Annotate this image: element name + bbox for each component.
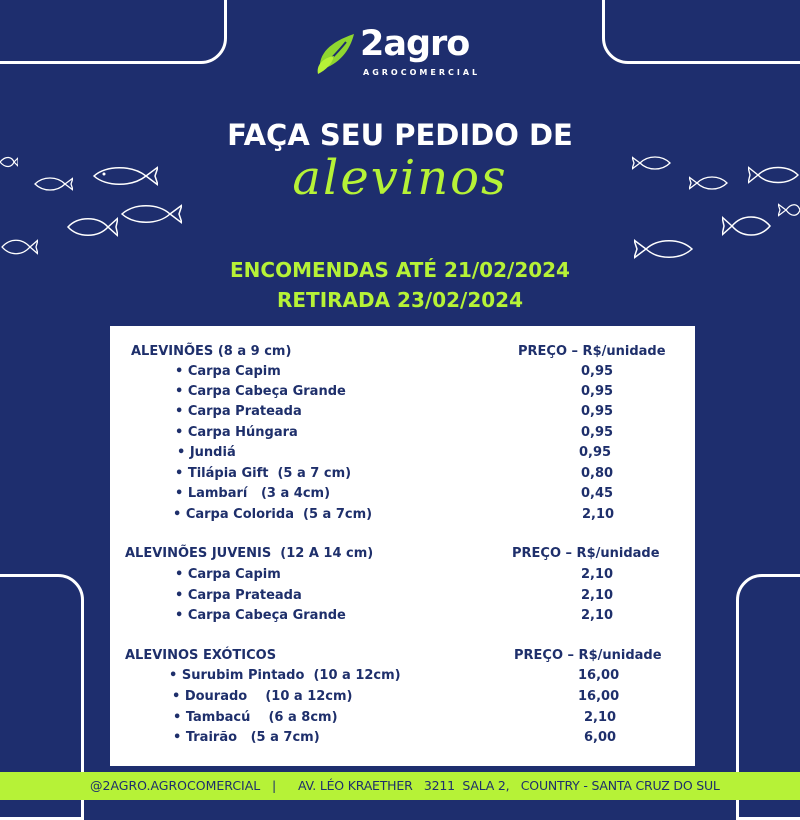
list-item — [110, 507, 695, 527]
item-price: 0,95 — [581, 364, 614, 379]
item-name: • Trairão (5 a 7cm) — [173, 730, 320, 745]
fish-icon — [689, 175, 729, 191]
fish-icon — [0, 155, 18, 169]
list-item — [110, 384, 695, 404]
section-heading: ALEVINÕES (8 a 9 cm) — [131, 344, 292, 359]
fish-icon — [92, 165, 158, 187]
leaf-icon — [316, 30, 358, 76]
item-name: • Carpa Colorida (5 a 7cm) — [173, 507, 373, 522]
pickup-date: RETIRADA 23/02/2024 — [276, 288, 523, 312]
fish-icon — [722, 214, 772, 238]
store-address: AV. LÉO KRAETHER 3211 SALA 2, COUNTRY - SANTA CRUZ DO SUL — [298, 778, 720, 793]
item-name: • Carpa Húngara — [175, 425, 298, 440]
fish-icon — [748, 165, 800, 185]
item-name: • Carpa Prateada — [175, 588, 302, 603]
page-title: FAÇA SEU PEDIDO DE — [227, 118, 573, 152]
list-item — [110, 425, 695, 445]
list-item — [110, 588, 695, 608]
section-header — [110, 546, 695, 566]
frame-corner-top-left — [0, 0, 227, 64]
footer-bar — [0, 772, 800, 800]
item-price: 0,95 — [581, 425, 614, 440]
order-deadline: ENCOMENDAS ATÉ 21/02/2024 — [230, 258, 570, 282]
fish-icon — [120, 203, 182, 225]
fish-icon — [66, 216, 118, 238]
item-name: • Dourado (10 a 12cm) — [172, 689, 353, 704]
item-name: • Tambacú (6 a 8cm) — [173, 710, 338, 725]
list-item — [110, 608, 695, 628]
price-column-header: PREÇO – R$/unidade — [518, 344, 666, 359]
item-name: • Jundiá — [177, 445, 236, 460]
item-price: 0,95 — [579, 445, 612, 460]
price-list-panel — [110, 326, 695, 766]
brand-logo — [316, 24, 506, 82]
item-price: 16,00 — [578, 668, 620, 683]
item-price: 6,00 — [584, 730, 617, 745]
list-item — [110, 689, 695, 709]
item-price: 2,10 — [581, 608, 614, 623]
item-price: 0,80 — [581, 466, 614, 481]
item-name: • Tilápia Gift (5 a 7 cm) — [175, 466, 352, 481]
list-item — [110, 710, 695, 730]
item-name: • Carpa Capim — [175, 364, 281, 379]
fish-icon — [778, 202, 800, 218]
list-item — [110, 445, 695, 465]
social-handle: @2AGRO.AGROCOMERCIAL — [90, 778, 261, 793]
item-name: • Carpa Cabeça Grande — [175, 608, 346, 623]
item-name: • Carpa Capim — [175, 567, 281, 582]
item-price: 16,00 — [578, 689, 620, 704]
item-price: 2,10 — [581, 567, 614, 582]
item-price: 2,10 — [582, 507, 615, 522]
brand-name: 2agro — [360, 24, 470, 64]
item-name: • Surubim Pintado (10 a 12cm) — [169, 668, 401, 683]
frame-corner-top-right — [602, 0, 800, 64]
item-name: • Carpa Cabeça Grande — [175, 384, 346, 399]
list-item — [110, 466, 695, 486]
section-heading: ALEVINOS EXÓTICOS — [125, 648, 277, 663]
list-item — [110, 567, 695, 587]
item-price: 0,95 — [581, 384, 614, 399]
fish-icon — [33, 176, 73, 192]
item-name: • Lambarí (3 a 4cm) — [175, 486, 331, 501]
list-item — [110, 668, 695, 688]
item-price: 0,95 — [581, 404, 614, 419]
item-price: 2,10 — [581, 588, 614, 603]
price-column-header: PREÇO – R$/unidade — [514, 648, 662, 663]
item-name: • Carpa Prateada — [175, 404, 302, 419]
fish-icon — [632, 155, 672, 171]
page-subtitle: alevinos — [292, 150, 508, 206]
footer-separator: | — [272, 778, 277, 793]
list-item — [110, 730, 695, 750]
price-column-header: PREÇO – R$/unidade — [512, 546, 660, 561]
list-item — [110, 364, 695, 384]
list-item — [110, 486, 695, 506]
list-item — [110, 404, 695, 424]
fish-icon — [0, 238, 38, 256]
section-header — [110, 648, 695, 668]
section-header — [110, 344, 695, 364]
item-price: 0,45 — [581, 486, 614, 501]
section-heading: ALEVINÕES JUVENIS (12 A 14 cm) — [125, 546, 374, 561]
item-price: 2,10 — [584, 710, 617, 725]
fish-icon — [634, 238, 694, 260]
brand-subtitle: AGROCOMERCIAL — [363, 68, 481, 77]
